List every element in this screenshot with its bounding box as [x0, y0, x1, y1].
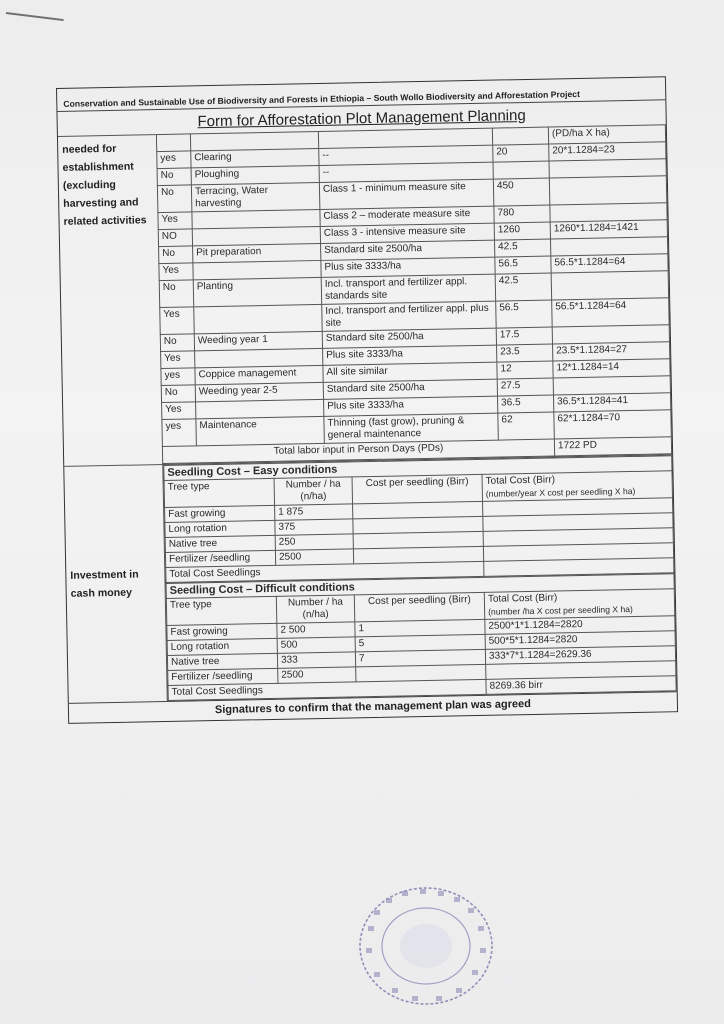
calculation-cell: 23.5*1.1284=27: [553, 342, 670, 361]
easy-col-total-note: (number/year X cost per seedling X ha): [485, 485, 636, 499]
yes-no-cell: yes: [157, 151, 191, 169]
number-per-ha-cell: 1 875: [275, 504, 353, 520]
person-days-cell: 780: [494, 205, 550, 223]
easy-col-type: Tree type: [164, 478, 274, 507]
measure-cell: All site similar: [323, 362, 497, 382]
activity-table: [156, 124, 672, 464]
header-note: (PD/ha X ha): [548, 125, 665, 144]
difficult-col-total-note: (number /ha X cost per seedling X ha): [488, 604, 633, 617]
measure-cell: Plus site 3333/ha: [324, 396, 498, 416]
measure-cell: Class 1 - minimum measure site: [319, 179, 493, 209]
yes-no-cell: No: [161, 385, 195, 403]
form-title: Form for Afforestation Plot Management Planning: [197, 106, 526, 131]
person-days-cell: 23.5: [497, 344, 553, 362]
tree-type-cell: Fertilizer /seedling: [168, 668, 278, 685]
calculation-cell: 20*1.1284=23: [549, 142, 666, 161]
number-per-ha-cell: 333: [277, 652, 355, 668]
total-cost-cell: 2500*1*1.1284=2820: [485, 616, 675, 635]
person-days-cell: 42.5: [495, 273, 552, 301]
yes-no-cell: No: [157, 185, 192, 213]
total-cost-cell: 333*7*1.1284=2629.36: [485, 646, 675, 665]
person-days-cell: 36.5: [497, 395, 553, 413]
activity-cell: Maintenance: [196, 416, 324, 445]
tree-type-cell: Fertilizer /seedling: [165, 550, 275, 567]
person-days-cell: 450: [493, 178, 550, 206]
yes-no-cell: No: [160, 334, 194, 352]
person-days-cell: 62: [498, 412, 555, 440]
total-labor-value: 1722 PD: [554, 437, 671, 456]
activity-cell: Weeding year 2-5: [195, 382, 323, 401]
yes-no-cell: No: [157, 168, 191, 186]
total-cost-cell: 500*5*1.1284=2820: [485, 631, 675, 650]
measure-cell: Incl. transport and fertilizer appl. plus site: [322, 301, 496, 331]
calculation-cell: [551, 271, 668, 300]
difficult-title: Seedling Cost – Difficult conditions: [166, 574, 674, 599]
project-title: Conservation and Sustainable Use of Biodiversity and Forests in Ethiopia – South Wollo Biodiversity and Afforestation Project: [57, 77, 665, 112]
tree-type-cell: Long rotation: [167, 638, 277, 655]
activity-cell: Pit preparation: [193, 243, 321, 262]
person-days-cell: 17.5: [496, 327, 552, 345]
person-days-cell: 56.5: [495, 256, 551, 274]
yes-no-cell: Yes: [160, 307, 195, 335]
official-stamp: [356, 884, 496, 1008]
calculation-cell: [549, 176, 666, 205]
measure-cell: --: [319, 145, 493, 165]
number-per-ha-cell: 2 500: [277, 622, 355, 638]
difficult-col-total: Total Cost (Birr): [487, 592, 558, 605]
yes-no-cell: yes: [161, 368, 195, 386]
activity-cell: Ploughing: [191, 165, 319, 184]
yes-no-cell: Yes: [158, 212, 192, 230]
measure-cell: Incl. transport and fertilizer appl. standards site: [321, 274, 495, 304]
investment-label: Investment in cash money: [70, 568, 139, 600]
easy-total-label: Total Cost Seedlings: [166, 561, 484, 582]
number-per-ha-cell: 2500: [278, 667, 356, 683]
person-days-cell: 42.5: [495, 239, 551, 257]
difficult-col-number: Number / ha (n/ha): [276, 595, 355, 623]
person-days-cell: 27.5: [497, 378, 553, 396]
yes-no-cell: No: [159, 280, 194, 308]
measure-cell: Standard site 2500/ha: [322, 328, 496, 348]
cost-per-seedling-cell: 5: [355, 634, 485, 651]
number-per-ha-cell: 375: [275, 519, 353, 535]
activity-cell: Planting: [193, 277, 321, 306]
easy-col-total: Total Cost (Birr): [485, 474, 556, 487]
difficult-total-label: Total Cost Seedlings: [168, 679, 486, 700]
yes-no-cell: Yes: [162, 402, 196, 420]
tree-type-cell: Native tree: [165, 535, 275, 552]
person-days-cell: 1260: [494, 222, 550, 240]
easy-title: Seedling Cost – Easy conditions: [164, 456, 672, 481]
measure-cell: Plus site 3333/ha: [323, 345, 497, 365]
measure-cell: Class 3 - intensive measure site: [320, 223, 494, 243]
tree-type-cell: Fast growing: [165, 505, 275, 522]
planning-form: [56, 76, 678, 724]
difficult-col-type: Tree type: [166, 596, 276, 625]
activity-cell: Weeding year 1: [194, 331, 322, 350]
number-per-ha-cell: 500: [277, 637, 355, 653]
number-per-ha-cell: 2500: [275, 549, 353, 565]
investment-section: [64, 454, 676, 703]
measure-cell: --: [319, 162, 493, 182]
yes-no-cell: NO: [158, 229, 192, 247]
establishment-section: [58, 124, 672, 466]
yes-no-cell: No: [159, 246, 193, 264]
measure-cell: Standard site 2500/ha: [323, 379, 497, 399]
difficult-total-value: 8269.36 birr: [486, 676, 676, 695]
tree-type-cell: Native tree: [167, 653, 277, 670]
activity-cell: Coppice management: [195, 365, 323, 384]
easy-col-number: Number / ha (n/ha): [274, 477, 353, 505]
measure-cell: Plus site 3333/ha: [321, 257, 495, 277]
easy-col-cost: Cost per seedling (Birr): [352, 474, 482, 503]
person-days-cell: 12: [497, 361, 553, 379]
calculation-cell: 12*1.1284=14: [553, 359, 670, 378]
calculation-cell: 36.5*1.1284=41: [553, 393, 670, 412]
activity-cell: [194, 304, 322, 333]
number-per-ha-cell: 250: [275, 534, 353, 550]
cost-per-seedling-cell: 7: [355, 649, 485, 666]
tree-type-cell: Long rotation: [165, 520, 275, 537]
establishment-label: needed for establishment (excluding harvesting and related activities: [58, 134, 162, 466]
yes-no-cell: Yes: [161, 351, 195, 369]
signatures-line: Signatures to confirm that the management plan was agreed: [69, 691, 677, 723]
activity-cell: Terracing, Water harvesting: [191, 182, 319, 211]
measure-cell: Thinning (fast grow), pruning & general maintenance: [324, 413, 498, 443]
measure-cell: Class 2 – moderate measure site: [320, 206, 494, 226]
seedling-difficult-table: [166, 573, 677, 701]
calculation-cell: 56.5*1.1284=64: [551, 254, 668, 273]
activity-cell: Clearing: [191, 148, 319, 167]
yes-no-cell: Yes: [159, 263, 193, 281]
cost-per-seedling-cell: 1: [355, 619, 485, 636]
difficult-col-cost: Cost per seedling (Birr): [354, 592, 484, 621]
seedling-easy-table: [163, 455, 674, 583]
person-days-cell: [493, 161, 549, 179]
measure-cell: Standard site 2500/ha: [321, 240, 495, 260]
calculation-cell: 62*1.1284=70: [554, 410, 671, 439]
calculation-cell: 56.5*1.1284=64: [552, 298, 669, 327]
yes-no-cell: yes: [162, 419, 197, 447]
total-labor-label: Total labor input in Person Days (PDs): [162, 439, 554, 464]
person-days-cell: 56.5: [496, 300, 553, 328]
person-days-cell: 20: [493, 144, 549, 162]
tree-type-cell: Fast growing: [167, 623, 277, 640]
calculation-cell: 1260*1.1284=1421: [550, 220, 667, 239]
